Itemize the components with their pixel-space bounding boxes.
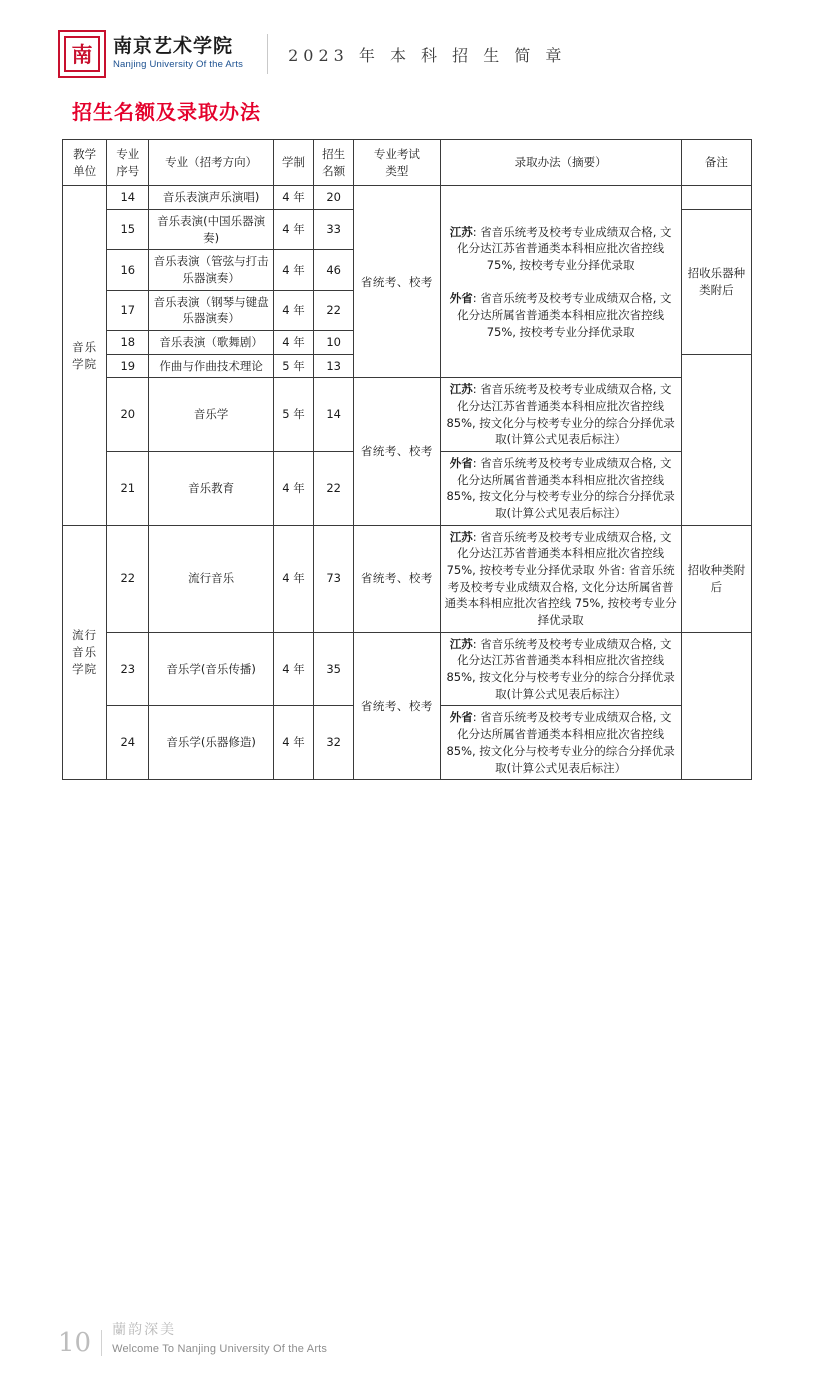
school-name-block [113, 36, 243, 71]
row-major: 音乐教育 [149, 452, 274, 526]
row-length: 4 年 [273, 186, 313, 210]
row-exam-type: 省统考、校考 [354, 378, 440, 525]
th-unit [63, 140, 107, 186]
row-quota: 33 [314, 210, 354, 250]
document-title: 2023 年 本 科 招 生 简 章 [288, 45, 567, 65]
row-quota: 22 [314, 452, 354, 526]
th-seq-l1: 专业 [116, 147, 140, 161]
admissions-table-wrap [62, 139, 752, 780]
row-length: 4 年 [273, 210, 313, 250]
th-quota-l1: 招生 [322, 147, 346, 161]
row-exam-type: 省统考、校考 [354, 525, 440, 632]
method-js-label: 江苏 [449, 529, 473, 544]
row-seq: 16 [107, 250, 149, 290]
row-length: 4 年 [273, 525, 313, 632]
method-ws-text: : 省音乐统考及校考专业成绩双合格, 文化分达所属省普通类本科相应批次省控线 75%, 按校考专业分择优录取 [444, 563, 677, 628]
row-length: 4 年 [273, 452, 313, 526]
th-seq [107, 140, 149, 186]
th-exam-l1: 专业考试 [373, 147, 420, 161]
note-spacer-music [681, 354, 751, 525]
row-quota: 13 [314, 354, 354, 378]
th-major: 专业（招考方向） [149, 140, 274, 186]
th-note: 备注 [681, 140, 751, 186]
th-quota-l2: 名额 [322, 163, 346, 178]
table-row [63, 186, 752, 210]
row-length: 4 年 [273, 331, 313, 355]
method-ws-label: 外省 [449, 456, 473, 471]
row-method [440, 186, 681, 378]
unit-pop-l3: 学院 [72, 661, 98, 676]
th-unit-l2: 单位 [73, 163, 97, 178]
method-ws-text: : 省音乐统考及校考专业成绩双合格, 文化分达所属省普通类本科相应批次省控线 85%, 按文化分与校考专业分的综合分择优录取(计算公式见表后标注） [446, 710, 675, 775]
row-seq: 19 [107, 354, 149, 378]
row-quota: 22 [314, 290, 354, 330]
th-length: 学制 [273, 140, 313, 186]
method-js-text: : 省音乐统考及校考专业成绩双合格, 文化分达江苏省普通类本科相应批次省控线 75%, 按校考专业分择优录取 [457, 224, 672, 272]
unit-music [63, 186, 107, 525]
method-ws-text: : 省音乐统考及校考专业成绩双合格, 文化分达所属省普通类本科相应批次省控线 85%, 按文化分与校考专业分的综合分择优录取(计算公式见表后标注） [446, 456, 675, 521]
method-js-text: : 省音乐统考及校考专业成绩双合格, 文化分达江苏省普通类本科相应批次省控线 75%, 按校考专业分择优录取 [446, 529, 672, 578]
row-seq: 21 [107, 452, 149, 526]
unit-pop-l1: 流行 [72, 628, 98, 643]
table-row [63, 525, 752, 632]
unit-music-l2: 学院 [72, 356, 98, 371]
row-major: 音乐学(音乐传播) [149, 632, 274, 706]
method-js-label: 江苏 [449, 382, 473, 397]
row-seq: 20 [107, 378, 149, 452]
row-major: 音乐学(乐器修造) [149, 706, 274, 780]
row-length: 4 年 [273, 290, 313, 330]
row-quota: 35 [314, 632, 354, 706]
row-seq: 23 [107, 632, 149, 706]
row-method [440, 378, 681, 452]
method-js-label: 江苏 [449, 636, 473, 651]
table-header-row [63, 140, 752, 186]
method-ws-label: 外省 [449, 291, 473, 306]
method-js-text: : 省音乐统考及校考专业成绩双合格, 文化分达江苏省普通类本科相应批次省控线 85%, 按文化分与校考专业分的综合分择优录取(计算公式见表后标注） [446, 382, 675, 447]
row-major: 流行音乐 [149, 525, 274, 632]
th-exam [354, 140, 440, 186]
note-spacer-pop [681, 632, 751, 779]
th-seq-l2: 序号 [116, 163, 140, 178]
row-exam-type: 省统考、校考 [354, 632, 440, 779]
row-method [440, 525, 681, 632]
row-quota: 20 [314, 186, 354, 210]
page-footer [58, 1322, 327, 1356]
row-major: 音乐表演（管弦与打击乐器演奏） [149, 250, 274, 290]
row-seq: 22 [107, 525, 149, 632]
page-number: 10 [58, 1330, 102, 1356]
th-unit-l1: 教学 [73, 147, 97, 161]
row-seq: 15 [107, 210, 149, 250]
row-major: 音乐表演（钢琴与键盘乐器演奏） [149, 290, 274, 330]
row-quota: 46 [314, 250, 354, 290]
note-spacer-top [681, 186, 751, 210]
school-name-en: Nanjing University Of the Arts [113, 59, 244, 71]
page-header [0, 0, 830, 71]
method-ws-label: 外省 [449, 710, 473, 725]
note-pop: 招收种类附后 [681, 525, 751, 632]
row-seq: 24 [107, 706, 149, 780]
footer-slogan-cn: 蘭韵深美 [112, 1322, 177, 1339]
row-seq: 14 [107, 186, 149, 210]
th-exam-l2: 类型 [385, 163, 409, 178]
row-major: 音乐表演(中国乐器演奏) [149, 210, 274, 250]
row-major: 音乐表演（歌舞剧） [149, 331, 274, 355]
method-js-label: 江苏 [449, 224, 473, 239]
row-method [440, 632, 681, 706]
row-seq: 18 [107, 331, 149, 355]
row-method [440, 706, 681, 780]
row-quota: 14 [314, 378, 354, 452]
school-logo [58, 30, 243, 78]
row-seq: 17 [107, 290, 149, 330]
section-title: 招生名额及录取办法 [72, 100, 261, 124]
unit-music-l1: 音乐 [72, 339, 98, 354]
row-length: 5 年 [273, 378, 313, 452]
note-instrument: 招收乐器种类附后 [681, 210, 751, 355]
footer-slogan [102, 1322, 327, 1356]
method-js-text: : 省音乐统考及校考专业成绩双合格, 文化分达江苏省普通类本科相应批次省控线 85%, 按文化分与校考专业分的综合分择优录取(计算公式见表后标注） [446, 636, 675, 701]
table-row [63, 378, 752, 452]
admissions-table [62, 139, 752, 780]
footer-slogan-en: Welcome To Nanjing University Of the Arts [112, 1342, 328, 1355]
th-quota [314, 140, 354, 186]
table-row [63, 632, 752, 706]
row-major: 作曲与作曲技术理论 [149, 354, 274, 378]
th-method: 录取办法（摘要） [440, 140, 681, 186]
row-length: 4 年 [273, 632, 313, 706]
row-method [440, 452, 681, 526]
school-name-cn: 南京艺术学院 [113, 35, 234, 58]
seal-glyph: 南 [64, 36, 100, 72]
method-ws-label: 外省 [598, 563, 622, 578]
row-major: 音乐学 [149, 378, 274, 452]
row-quota: 10 [314, 331, 354, 355]
row-length: 4 年 [273, 706, 313, 780]
unit-pop-l2: 音乐 [72, 645, 98, 660]
row-major: 音乐表演声乐演唱) [149, 186, 274, 210]
row-length: 4 年 [273, 250, 313, 290]
row-exam-type: 省统考、校考 [354, 186, 440, 378]
method-ws-text: : 省音乐统考及校考专业成绩双合格, 文化分达所属省普通类本科相应批次省控线 75%, 按校考专业分择优录取 [457, 291, 672, 339]
row-quota: 73 [314, 525, 354, 632]
seal-icon [58, 30, 106, 78]
row-quota: 32 [314, 706, 354, 780]
row-length: 5 年 [273, 354, 313, 378]
unit-pop-music [63, 525, 107, 779]
header-divider [267, 34, 268, 74]
